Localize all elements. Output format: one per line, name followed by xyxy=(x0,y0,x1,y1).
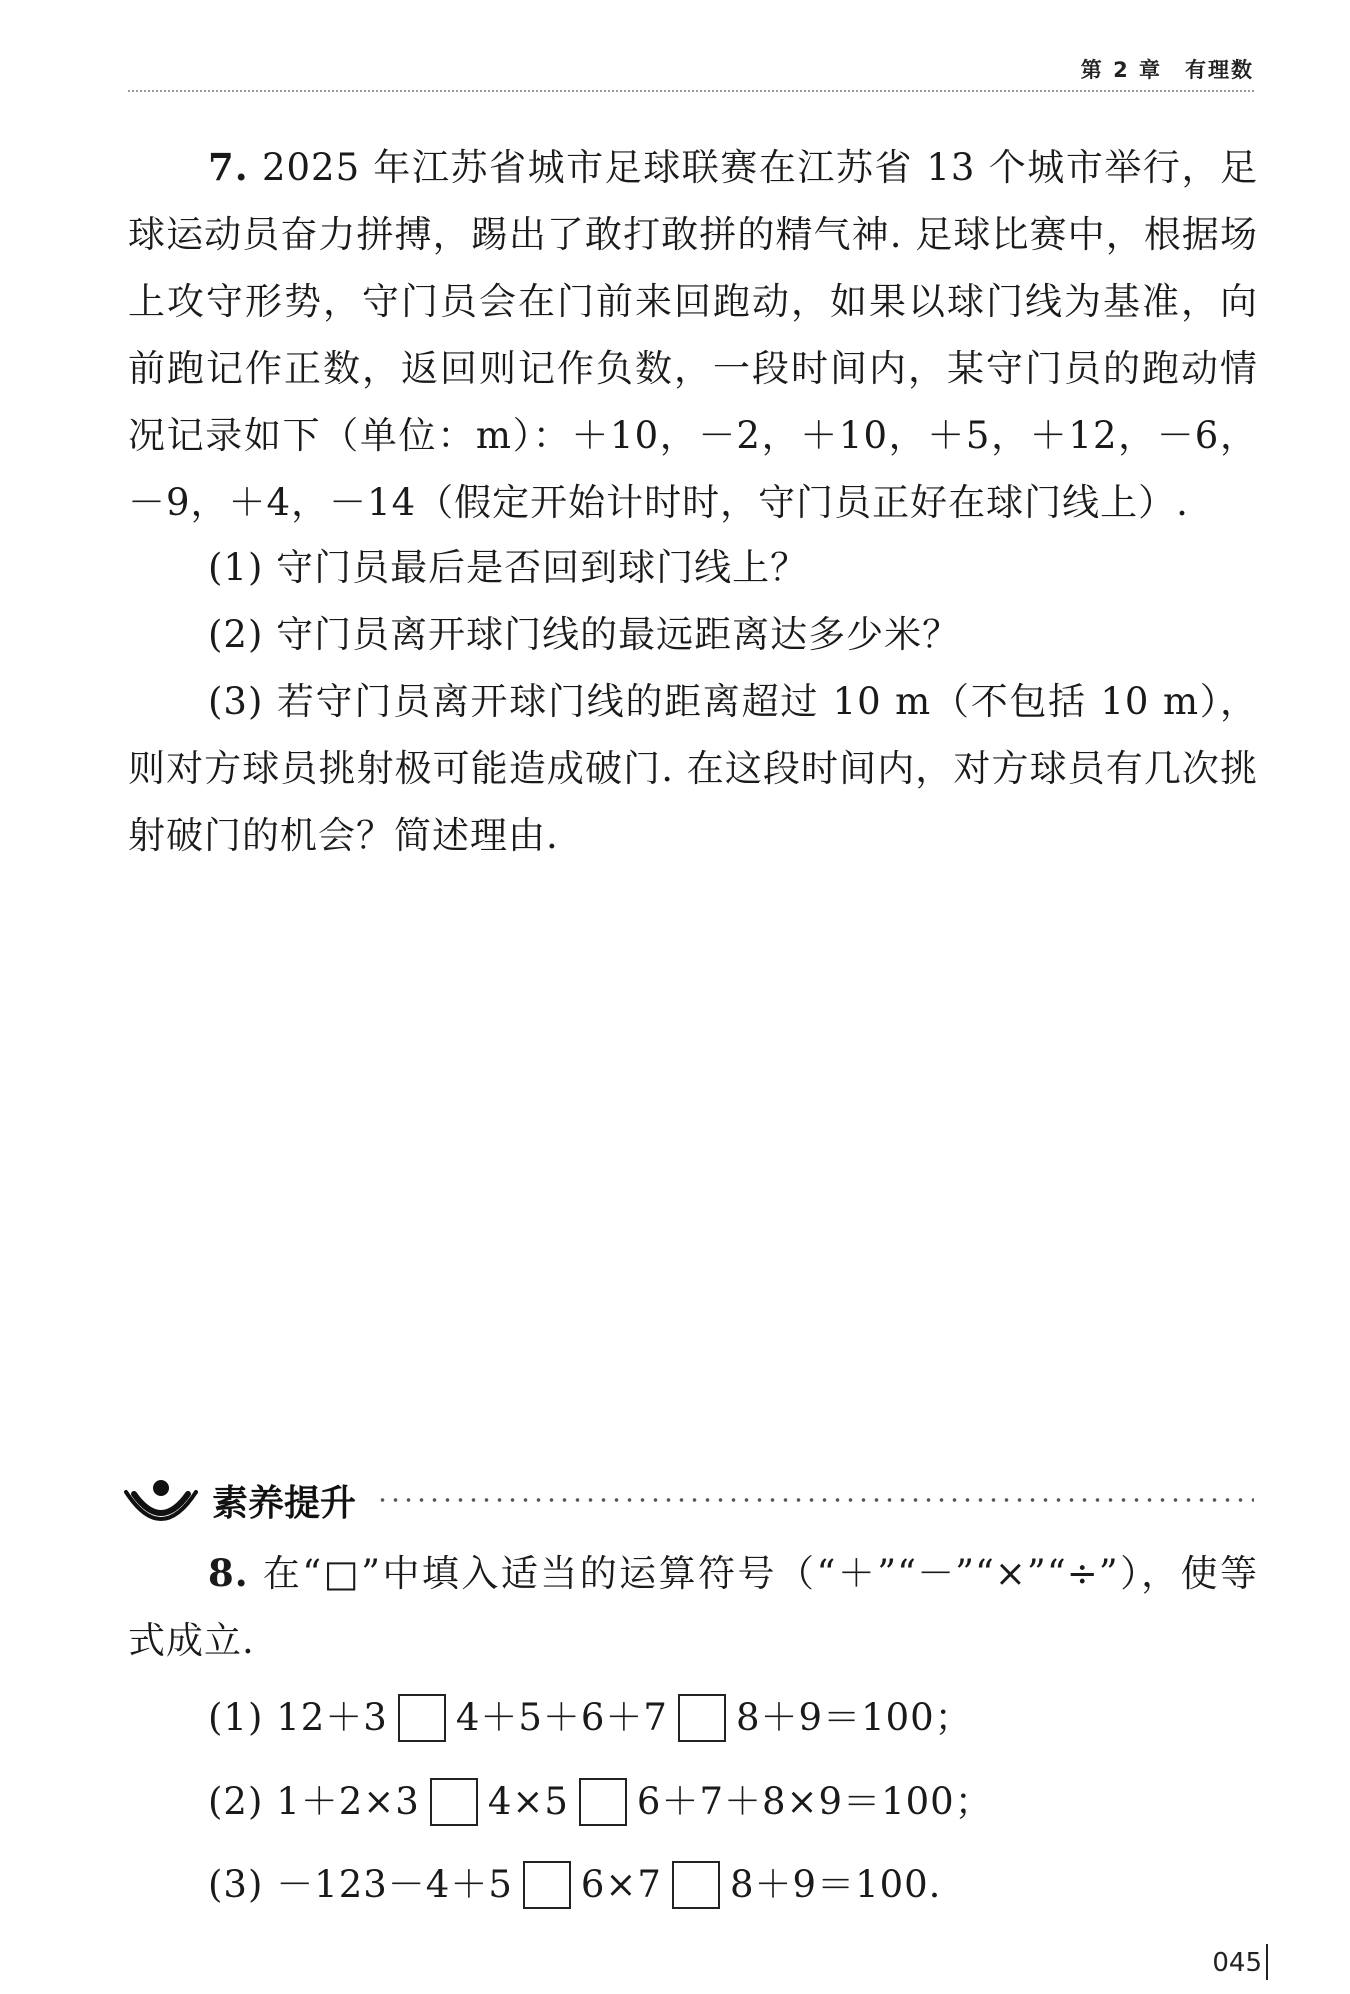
question-8 xyxy=(128,1540,1258,1674)
header-divider xyxy=(128,90,1254,92)
equation-2 xyxy=(208,1772,993,1832)
chapter-header: 第 2 章 有理数 xyxy=(1080,58,1254,82)
operator-box[interactable] xyxy=(672,1861,720,1909)
section-swirl-icon xyxy=(124,1476,198,1524)
equation-1-part-3: 8＋9＝100； xyxy=(735,1696,973,1739)
question-8-number: 8. xyxy=(208,1551,249,1595)
operator-box[interactable] xyxy=(523,1861,571,1909)
equation-3-part-3: 8＋9＝100. xyxy=(729,1863,942,1906)
equation-1 xyxy=(208,1688,973,1748)
equation-1-part-2: 4＋5＋6＋7 xyxy=(455,1696,668,1739)
equation-2-part-2: 4×5 xyxy=(487,1780,569,1823)
operator-box[interactable] xyxy=(678,1694,726,1742)
equation-1-label: (1) xyxy=(208,1696,264,1739)
question-7-sub-2: (2) 守门员离开球门线的最远距离达多少米？ xyxy=(208,613,961,656)
question-7 xyxy=(128,134,1258,536)
equation-3-part-1: －123－4＋5 xyxy=(276,1863,513,1906)
section-header xyxy=(124,1470,1254,1530)
section-title: 素养提升 xyxy=(212,1482,357,1524)
equation-3 xyxy=(208,1855,941,1915)
equation-2-part-1: 1＋2×3 xyxy=(276,1780,420,1823)
operator-box[interactable] xyxy=(579,1778,627,1826)
page-number: 045 xyxy=(1212,1948,1262,1978)
question-7-text: 2025 年江苏省城市足球联赛在江苏省 13 个城市举行，足球运动员奋力拼搏，踢出了敢打敢拼的精气神. 足球比赛中，根据场上攻守形势，守门员会在门前来回跑动，如果以球门线为基准，向前跑记作正数，返回则记作负数，一段时间内，某守门员的跑动情况记录如下（单位：m）：＋10，－2，＋10，＋5，＋12，－6，－9，＋4，－14（假定开始计时时，守门员正好在球门线上）. xyxy=(128,146,1258,524)
equation-3-part-2: 6×7 xyxy=(580,1863,662,1906)
equation-3-label: (3) xyxy=(208,1863,264,1906)
page-number-bar xyxy=(1266,1944,1268,1980)
question-7-sub-3: (3) 若守门员离开球门线的距离超过 10 m（不包括 10 m），则对方球员挑射极可能造成破门. 在这段时间内，对方球员有几次挑射破门的机会？简述理由. xyxy=(128,680,1258,857)
equation-1-part-1: 12＋3 xyxy=(276,1696,388,1739)
question-7-sub-1: (1) 守门员最后是否回到球门线上？ xyxy=(208,546,809,589)
equation-2-part-3: 6＋7＋8×9＝100； xyxy=(636,1780,993,1823)
operator-box[interactable] xyxy=(398,1694,446,1742)
equation-2-label: (2) xyxy=(208,1780,264,1823)
section-dotted-rule xyxy=(376,1498,1254,1502)
operator-box[interactable] xyxy=(430,1778,478,1826)
question-8-text: 在“□”中填入适当的运算符号（“＋”“－”“×”“÷”），使等式成立. xyxy=(128,1552,1258,1662)
question-7-number: 7. xyxy=(208,145,249,189)
